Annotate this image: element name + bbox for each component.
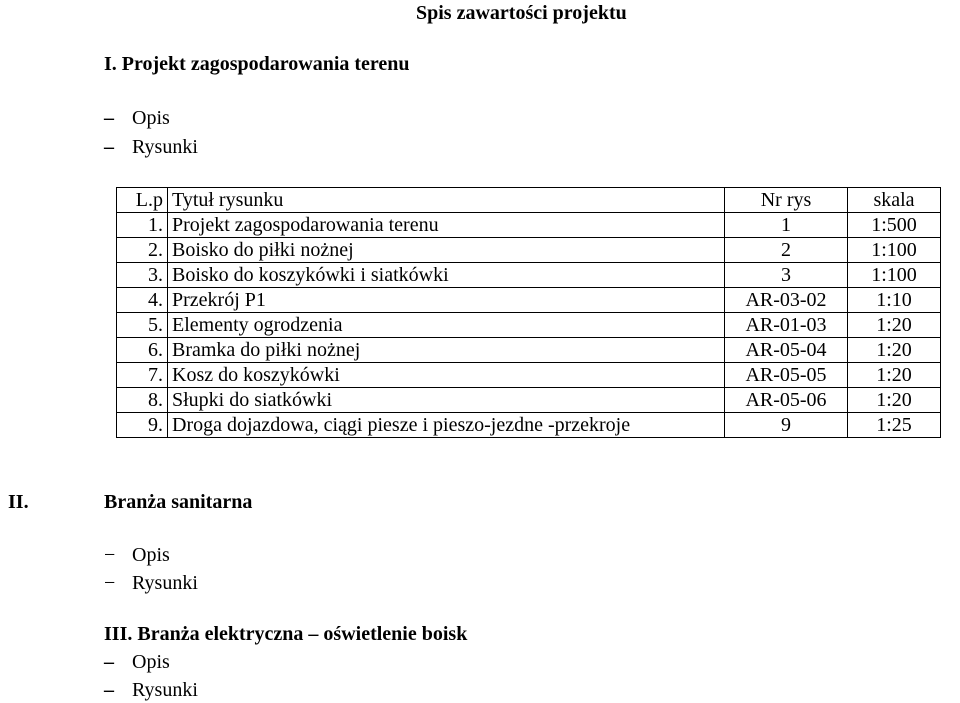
bullet-label: Rysunki [132,679,198,701]
cell-nr: AR-03-02 [725,288,848,313]
section-1-bullet-opis [104,108,170,128]
cell-scale: 1:25 [848,413,941,438]
cell-title: Kosz do koszykówki [168,363,725,388]
section-3-heading: III. Branża elektryczna – oświetlenie boisk [104,623,468,645]
cell-nr: 1 [725,213,848,238]
table-row [117,213,941,238]
cell-scale: 1:20 [848,313,941,338]
cell-title: Bramka do piłki nożnej [168,338,725,363]
cell-title: Słupki do siatkówki [168,388,725,413]
table-header-row [117,188,941,213]
section-2-bullet-opis [104,545,170,565]
cell-title: Droga dojazdowa, ciągi piesze i pieszo-jezdne -przekroje [168,413,725,438]
section-1-heading: I. Projekt zagospodarowania terenu [104,53,410,75]
cell-lp: 1. [117,213,168,238]
cell-lp: 8. [117,388,168,413]
table-row [117,288,941,313]
cell-nr: AR-05-06 [725,388,848,413]
bullet-label: Rysunki [132,136,198,158]
cell-nr: 3 [725,263,848,288]
cell-scale: 1:20 [848,363,941,388]
cell-scale: 1:10 [848,288,941,313]
header-nr: Nr rys [725,188,848,213]
bullet-label: Opis [132,651,170,673]
cell-lp: 4. [117,288,168,313]
cell-nr: AR-05-05 [725,363,848,388]
section-3-bullet-rysunki [104,680,198,700]
table-row [117,338,941,363]
bullet-label: Opis [132,107,170,129]
bullet-label: Opis [132,544,170,566]
cell-lp: 7. [117,363,168,388]
table-row [117,263,941,288]
cell-lp: 2. [117,238,168,263]
table-row [117,313,941,338]
table-row [117,413,941,438]
cell-title: Przekrój P1 [168,288,725,313]
header-title: Tytuł rysunku [168,188,725,213]
cell-scale: 1:20 [848,388,941,413]
document-title: Spis zawartości projektu [416,2,627,24]
dash-icon: − [104,572,116,594]
section-2-number: II. [8,491,29,513]
bullet-label: Rysunki [132,572,198,594]
cell-nr: 9 [725,413,848,438]
cell-title: Elementy ogrodzenia [168,313,725,338]
cell-lp: 9. [117,413,168,438]
cell-title: Boisko do piłki nożnej [168,238,725,263]
dash-icon: – [104,651,114,673]
section-1-bullet-rysunki [104,137,198,157]
dash-icon: – [104,679,114,701]
cell-title: Projekt zagospodarowania terenu [168,213,725,238]
cell-lp: 3. [117,263,168,288]
table-row [117,388,941,413]
cell-scale: 1:100 [848,263,941,288]
dash-icon: − [104,544,116,566]
cell-scale: 1:500 [848,213,941,238]
section-3-bullet-opis [104,652,170,672]
header-lp: L.p [117,188,168,213]
header-scale: skala [848,188,941,213]
cell-scale: 1:100 [848,238,941,263]
cell-scale: 1:20 [848,338,941,363]
table-row [117,363,941,388]
cell-lp: 5. [117,313,168,338]
section-2-bullet-rysunki [104,573,198,593]
cell-nr: AR-01-03 [725,313,848,338]
dash-icon: – [104,136,114,158]
table-row [117,238,941,263]
section-2-heading: Branża sanitarna [104,491,253,513]
drawings-table [116,187,941,438]
cell-nr: 2 [725,238,848,263]
cell-lp: 6. [117,338,168,363]
dash-icon: – [104,107,114,129]
cell-nr: AR-05-04 [725,338,848,363]
cell-title: Boisko do koszykówki i siatkówki [168,263,725,288]
